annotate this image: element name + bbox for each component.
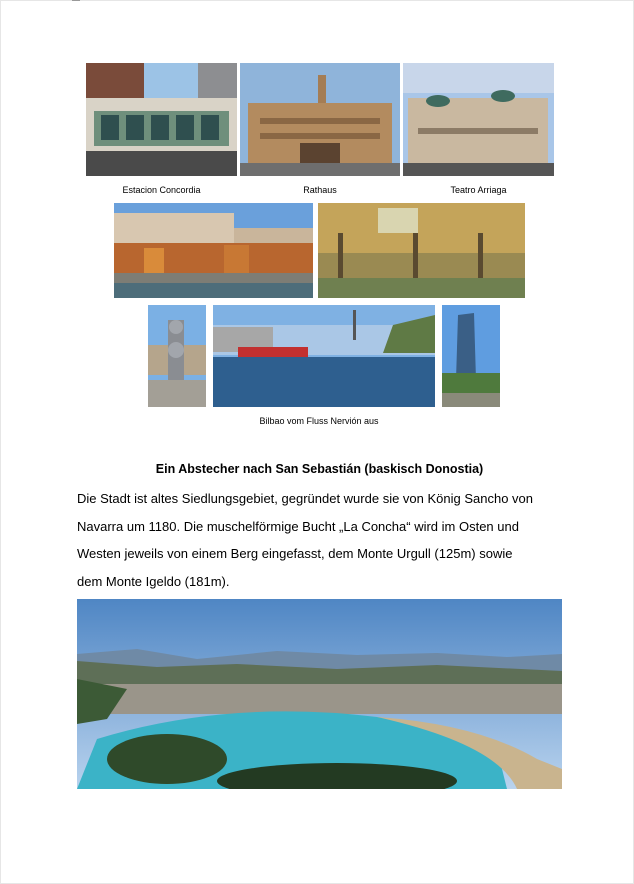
photo-tree-avenue <box>318 203 525 298</box>
photo-rathaus <box>240 63 400 176</box>
caption-rathaus: Rathaus <box>303 185 337 195</box>
paragraph-line: Die Stadt ist altes Siedlungsgebiet, gegründet wurde sie von König Sancho von <box>77 491 534 506</box>
photo-iberdrola-tower <box>442 305 500 407</box>
caption-nervion: Bilbao vom Fluss Nervión aus <box>259 416 379 426</box>
paragraph-line: Navarra um 1180. Die muschelförmige Bucht „La Concha“ wird im Osten und <box>77 518 519 534</box>
photo-sculpture <box>148 305 206 407</box>
section-heading: Ein Abstecher nach San Sebastián (baskisch Donostia) <box>155 462 484 476</box>
page-corner-mark <box>72 0 80 1</box>
photo-nervion-river <box>213 305 435 407</box>
photo-la-concha-bay <box>77 599 562 789</box>
caption-teatro-arriaga: Teatro Arriaga <box>450 185 507 195</box>
photo-estacion-concordia <box>86 63 237 176</box>
paragraph-line: Westen jeweils von einem Berg eingefasst, dem Monte Urgull (125m) sowie <box>77 546 513 561</box>
section-paragraph <box>77 485 567 595</box>
photo-riverside-building <box>114 203 313 298</box>
photo-teatro-arriaga <box>403 63 554 176</box>
caption-estacion-concordia: Estacion Concordia <box>122 185 201 195</box>
paragraph-line: dem Monte Igeldo (181m). <box>77 573 230 589</box>
